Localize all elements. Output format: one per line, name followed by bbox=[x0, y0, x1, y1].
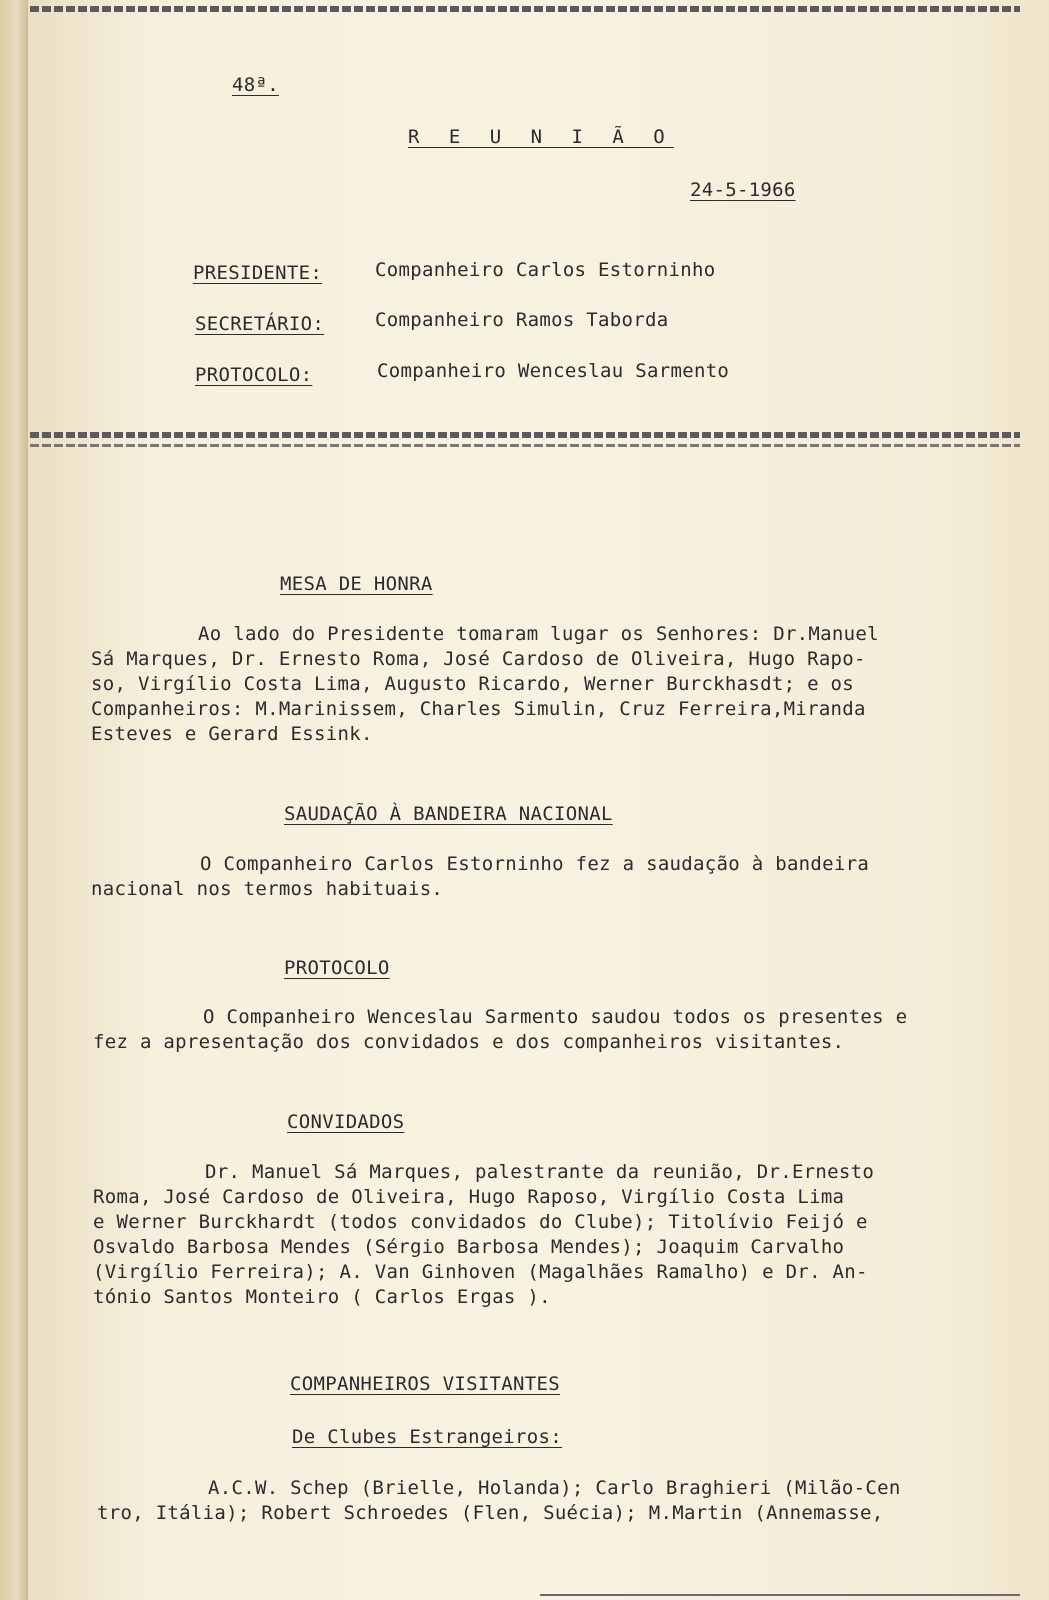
convidados-line-1: Dr. Manuel Sá Marques, palestrante da reunião, Dr.Ernesto bbox=[205, 1161, 875, 1183]
mesa-line-5: Esteves e Gerard Essink. bbox=[91, 723, 373, 745]
convidados-line-4: Osvaldo Barbosa Mendes (Sérgio Barbosa Mendes); Joaquim Carvalho bbox=[93, 1236, 845, 1258]
mesa-line-1: Ao lado do Presidente tomaram lugar os Senhores: Dr.Manuel bbox=[198, 623, 879, 645]
mesa-line-4: Companheiros: M.Marinissem, Charles Simulin, Cruz Ferreira,Miranda bbox=[91, 698, 866, 720]
document-title: R E U N I Ã O bbox=[408, 126, 674, 148]
binding-edge bbox=[0, 0, 29, 1600]
heading-convidados: CONVIDADOS bbox=[287, 1111, 405, 1133]
top-dashed-rule bbox=[30, 6, 1020, 12]
officer-name-president: Companheiro Carlos Estorninho bbox=[375, 259, 716, 281]
visitantes-line-2: tro, Itália); Robert Schroedes (Flen, Suécia); M.Martin (Annemasse, bbox=[97, 1502, 884, 1524]
protocolo-line-2: fez a apresentação dos convidados e dos companheiros visitantes. bbox=[93, 1031, 845, 1053]
section-dashed-rule bbox=[30, 432, 1020, 438]
mesa-line-3: so, Virgílio Costa Lima, Augusto Ricardo, Werner Burckhasdt; e os bbox=[91, 673, 855, 695]
section-dashed-rule-secondary bbox=[30, 444, 1020, 447]
heading-visitantes: COMPANHEIROS VISITANTES bbox=[290, 1373, 560, 1395]
convidados-line-3: e Werner Burckhardt (todos convidados do Clube); Titolívio Feijó e bbox=[93, 1211, 868, 1233]
saudacao-line-2: nacional nos termos habituais. bbox=[91, 878, 444, 900]
convidados-line-2: Roma, José Cardoso de Oliveira, Hugo Raposo, Virgílio Costa Lima bbox=[93, 1186, 845, 1208]
bottom-rule bbox=[540, 1594, 1020, 1596]
heading-saudacao: SAUDAÇÃO À BANDEIRA NACIONAL bbox=[284, 803, 613, 825]
subheading-clubes-estrangeiros: De Clubes Estrangeiros: bbox=[292, 1426, 562, 1448]
document-page bbox=[28, 0, 1049, 1600]
protocolo-line-1: O Companheiro Wenceslau Sarmento saudou todos os presentes e bbox=[203, 1006, 908, 1028]
meeting-date: 24-5-1966 bbox=[690, 179, 796, 201]
meeting-number: 48ª. bbox=[232, 74, 279, 96]
visitantes-line-1: A.C.W. Schep (Brielle, Holanda); Carlo Braghieri (Milão-Cen bbox=[208, 1477, 901, 1499]
officer-name-protocol: Companheiro Wenceslau Sarmento bbox=[377, 360, 730, 382]
officer-role-protocol: PROTOCOLO: bbox=[195, 364, 313, 386]
officer-role-secretary: SECRETÁRIO: bbox=[195, 313, 325, 335]
heading-protocolo: PROTOCOLO bbox=[284, 957, 390, 979]
officer-name-secretary: Companheiro Ramos Taborda bbox=[375, 309, 669, 331]
convidados-line-5: (Virgílio Ferreira); A. Van Ginhoven (Magalhães Ramalho) e Dr. An- bbox=[93, 1261, 868, 1283]
convidados-line-6: tónio Santos Monteiro ( Carlos Ergas ). bbox=[93, 1286, 551, 1308]
saudacao-line-1: O Companheiro Carlos Estorninho fez a saudação à bandeira bbox=[200, 853, 870, 875]
heading-mesa-de-honra: MESA DE HONRA bbox=[280, 573, 433, 595]
officer-role-president: PRESIDENTE: bbox=[193, 262, 323, 284]
mesa-line-2: Sá Marques, Dr. Ernesto Roma, José Cardoso de Oliveira, Hugo Rapo- bbox=[91, 648, 866, 670]
